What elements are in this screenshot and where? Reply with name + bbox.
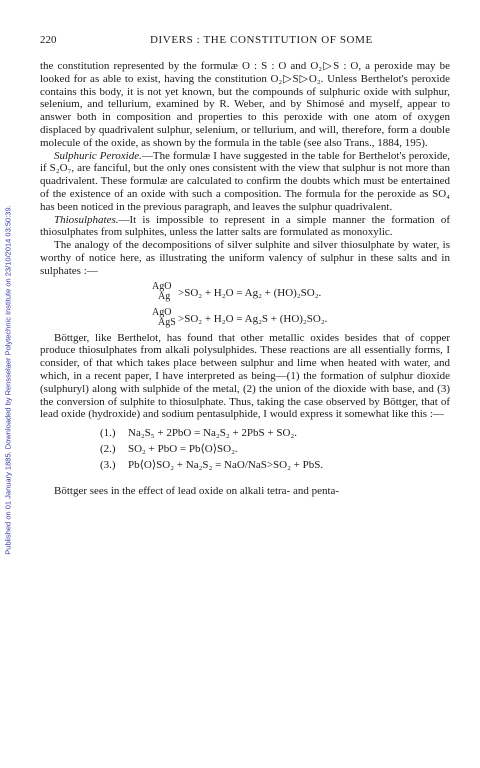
formula-1-stack [152,280,178,304]
equation-3-number: (3.) [100,459,116,472]
running-title: DIVERS : THE CONSTITUTION OF SOME [150,34,373,46]
equation-2-text: SO₂ + PbO = Pb⟨O⟩SO₂. [128,443,238,456]
paragraph-2 [40,150,450,214]
formula-2-bottom: AgS [158,316,176,328]
paragraph-5: Böttger, like Berthelot, has found that other metallic oxides besides that of copper produce thiosulphates from alkali polysulphides. These reactions are all essentially forms, I consider, of that which takes place between sulphur and lime when heated with water, and which, in a recent paper, I have interpreted as being—(1) the formation of sulphur dioxide (sulphuryl) along with sulphide of the metal, (2) the union of the dioxide with base, and (3) the conversion of sulphite to thiosulphate. Thus, taking the case observed by Böttger, that of lead oxide (hydroxide) and sodium pentasulphide, I would express it somewhat like this :— [40,331,450,421]
equation-1-number: (1.) [100,427,116,440]
formula-silver-thiosulphate [40,306,450,330]
section-title-thiosulphates: Thiosulphates. [54,213,119,226]
equation-2-number: (2.) [100,443,116,456]
formula-2-stack [152,306,178,330]
page-number: 220 [40,34,57,46]
section-title-sulphuric-peroxide: Sulphuric Peroxide. [54,149,142,162]
equation-3 [40,459,450,481]
formula-1-top: AgO [152,280,172,292]
paragraph-1: the constitution represented by the formulæ O : S : O and O₂▷S : O, a peroxide may be looked for as able to exist, having the constitution O₂▷S▷O₂. Unless Berthelot's peroxide contains this body, it is not yet known, but the compounds of sulphuric oxide with sulphur, selenium, and tellurium, examined by R. Weber, and by Shimosé and myself, appear to answer both in composition and properties to this peroxide with one atom of oxygen displaced by quadrivalent sulphur, selenium, or tellurium, and will, therefore, form a double molecule of the oxide, as shown by the formula in the table (see also Trans., 1884, 195). [40,60,450,149]
article-body [40,60,450,498]
equation-1-text: Na₂S₅ + 2PbO = Na₂S₂ + 2PbS + SO₂. [128,427,297,440]
paragraph-6: Böttger sees in the effect of lead oxide on alkali tetra- and penta- [54,485,340,498]
paragraph-2-text: —The formulæ I have suggested in the table for Berthelot's peroxide, if S₂O₇, are fanciful, but the only ones consistent with the view that sulphur is not more than quadrivalent. These formulæ are calculated to confirm the doubts which must be entertained of the existence of an oxide with such a composition. The formula for the peroxide as SO₄ has been noticed in the previous paragraph, and leaves the sulphur quadrivalent. [40,149,450,213]
formula-silver-sulphite [40,280,450,304]
paragraph-3-text: —It is impossible to represent in a simple manner the formation of thiosulphates from sulphites, unless the latter salts are formulated as monoxylic. [40,213,450,239]
formula-2-top: AgO [152,306,172,318]
formula-2-rest: >SO₂ + H₂O = Ag₂S + (HO)₂SO₂. [178,312,328,325]
equation-1 [40,427,450,443]
page-header [40,34,450,50]
paragraph-4: The analogy of the decompositions of silver sulphite and silver thiosulphate by water, is worthy of notice here, as illustrating the uniform valency of sulphur in these salts and in sulphates :— [40,239,450,277]
equation-3-text: Pb⟨O⟩SO₂ + Na₂S₂ = NaO/NaS>SO₂ + PbS. [128,459,324,472]
formula-1-rest: >SO₂ + H₂O = Ag₂ + (HO)₂SO₂. [178,286,322,299]
download-margin-note [2,60,14,700]
margin-note-text: Published on 01 January 1885. Downloaded by Rensselaer Polytechnic Institute on 23/10/2014 03:50:39. [3,205,13,555]
equation-2 [40,443,450,459]
paragraph-3 [40,214,450,240]
formula-1-bottom: Ag [158,290,171,302]
